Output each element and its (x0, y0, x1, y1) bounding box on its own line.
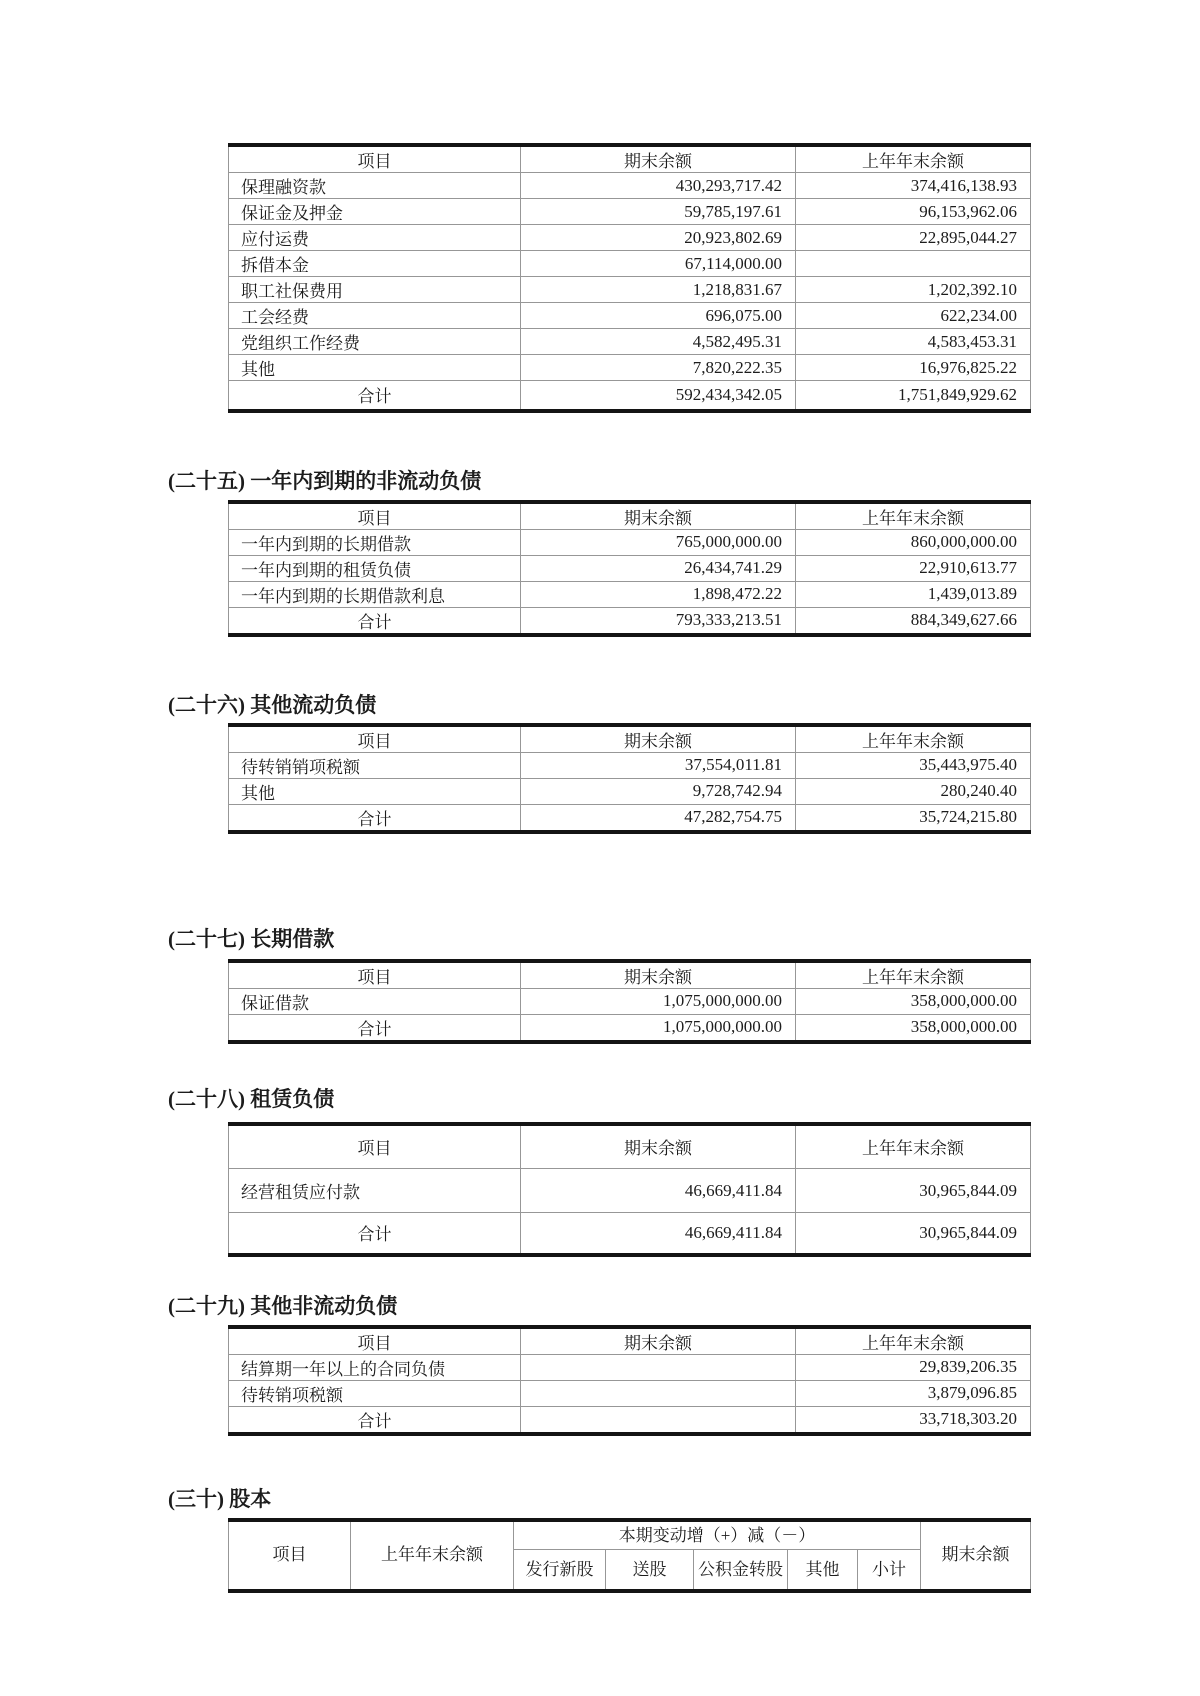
col-header-prior-balance: 上年年末余额 (796, 725, 1031, 753)
section-title: (三十) 股本 (168, 1486, 272, 1511)
prior-balance-cell: 860,000,000.00 (796, 529, 1031, 555)
prior-balance-cell: 35,724,215.80 (796, 804, 1031, 832)
col-header-end-balance: 期末余额 (921, 1520, 1031, 1591)
total-row (229, 804, 1031, 832)
prior-balance-cell: 3,879,096.85 (796, 1380, 1031, 1406)
table-row (229, 555, 1031, 581)
total-row (229, 381, 1031, 411)
table-header-row (229, 1124, 1031, 1169)
prior-balance-cell: 96,153,962.06 (796, 199, 1031, 225)
table-header-row (229, 725, 1031, 753)
col-header-end-balance: 期末余额 (521, 145, 796, 173)
end-balance-cell: 793,333,213.51 (521, 607, 796, 635)
total-label-cell: 合计 (229, 1213, 521, 1255)
item-cell: 保证金及押金 (229, 199, 521, 225)
table-row (229, 251, 1031, 277)
item-cell: 党组织工作经费 (229, 329, 521, 355)
table-row (229, 173, 1031, 199)
item-cell: 一年内到期的租赁负债 (229, 555, 521, 581)
col-header-item: 项目 (229, 1124, 521, 1169)
col-header-others: 其他 (788, 1550, 858, 1591)
end-balance-cell (521, 1406, 796, 1434)
end-balance-cell: 26,434,741.29 (521, 555, 796, 581)
end-balance-cell: 1,218,831.67 (521, 277, 796, 303)
end-balance-cell: 7,820,222.35 (521, 355, 796, 381)
end-balance-cell: 47,282,754.75 (521, 804, 796, 832)
item-cell: 职工社保费用 (229, 277, 521, 303)
item-cell: 拆借本金 (229, 251, 521, 277)
total-label-cell: 合计 (229, 607, 521, 635)
total-row (229, 1213, 1031, 1255)
table-row (229, 752, 1031, 778)
end-balance-cell: 9,728,742.94 (521, 778, 796, 804)
col-header-prior-balance: 上年年末余额 (796, 961, 1031, 989)
prior-balance-cell: 33,718,303.20 (796, 1406, 1031, 1434)
total-label-cell: 合计 (229, 381, 521, 411)
current-maturities-table (228, 500, 1031, 637)
prior-balance-cell: 16,976,825.22 (796, 355, 1031, 381)
end-balance-cell: 1,898,472.22 (521, 581, 796, 607)
table-header-row (229, 1520, 1031, 1550)
end-balance-cell: 592,434,342.05 (521, 381, 796, 411)
item-cell: 保证借款 (229, 988, 521, 1014)
col-header-prior-balance: 上年年末余额 (796, 502, 1031, 530)
table-row (229, 199, 1031, 225)
table-row (229, 355, 1031, 381)
col-header-item: 项目 (229, 1520, 351, 1591)
prior-balance-cell: 22,895,044.27 (796, 225, 1031, 251)
section-title: (二十五) 一年内到期的非流动负债 (168, 468, 482, 493)
section-other-non-current-liabilities (168, 1293, 1030, 1436)
col-header-item: 项目 (229, 961, 521, 989)
table-header-row (229, 502, 1031, 530)
prior-balance-cell: 22,910,613.77 (796, 555, 1031, 581)
prior-balance-cell: 30,965,844.09 (796, 1213, 1031, 1255)
col-header-end-balance: 期末余额 (521, 725, 796, 753)
prior-balance-cell: 30,965,844.09 (796, 1169, 1031, 1213)
section-long-term-loans (168, 926, 1030, 1044)
prior-balance-cell: 1,439,013.89 (796, 581, 1031, 607)
item-cell: 结算期一年以上的合同负债 (229, 1354, 521, 1380)
end-balance-cell: 59,785,197.61 (521, 199, 796, 225)
long-term-loans-table (228, 959, 1031, 1044)
share-capital-table (228, 1518, 1031, 1593)
end-balance-cell: 4,582,495.31 (521, 329, 796, 355)
table-row (229, 329, 1031, 355)
payables-detail-table (228, 143, 1031, 413)
total-label-cell: 合计 (229, 1406, 521, 1434)
end-balance-cell: 1,075,000,000.00 (521, 988, 796, 1014)
section-title: (二十八) 租赁负债 (168, 1086, 335, 1111)
section-other-current-liabilities (168, 692, 1030, 834)
col-header-item: 项目 (229, 1327, 521, 1355)
col-header-prior-balance: 上年年末余额 (796, 145, 1031, 173)
col-header-end-balance: 期末余额 (521, 961, 796, 989)
section-share-capital (168, 1486, 1030, 1593)
prior-balance-cell: 374,416,138.93 (796, 173, 1031, 199)
section-title: (二十九) 其他非流动负债 (168, 1293, 398, 1318)
col-header-item: 项目 (229, 502, 521, 530)
prior-balance-cell: 4,583,453.31 (796, 329, 1031, 355)
end-balance-cell: 46,669,411.84 (521, 1213, 796, 1255)
col-header-prior-balance: 上年年末余额 (351, 1520, 514, 1591)
table-row (229, 529, 1031, 555)
item-cell: 工会经费 (229, 303, 521, 329)
prior-balance-cell (796, 251, 1031, 277)
end-balance-cell: 696,075.00 (521, 303, 796, 329)
section-current-maturities (168, 468, 1030, 637)
col-header-end-balance: 期末余额 (521, 1124, 796, 1169)
prior-balance-cell: 280,240.40 (796, 778, 1031, 804)
prior-balance-cell: 884,349,627.66 (796, 607, 1031, 635)
item-cell: 经营租赁应付款 (229, 1169, 521, 1213)
col-header-item: 项目 (229, 145, 521, 173)
col-header-item: 项目 (229, 725, 521, 753)
total-row (229, 607, 1031, 635)
table-row (229, 225, 1031, 251)
item-cell: 其他 (229, 778, 521, 804)
total-row (229, 1406, 1031, 1434)
end-balance-cell (521, 1354, 796, 1380)
col-header-subtotal: 小计 (858, 1550, 921, 1591)
end-balance-cell (521, 1380, 796, 1406)
col-header-prior-balance: 上年年末余额 (796, 1124, 1031, 1169)
section-payables-detail (228, 143, 1030, 413)
table-row (229, 581, 1031, 607)
table-row (229, 1380, 1031, 1406)
end-balance-cell: 37,554,011.81 (521, 752, 796, 778)
prior-balance-cell: 1,202,392.10 (796, 277, 1031, 303)
prior-balance-cell: 35,443,975.40 (796, 752, 1031, 778)
section-lease-liabilities (168, 1086, 1030, 1257)
col-header-prior-balance: 上年年末余额 (796, 1327, 1031, 1355)
prior-balance-cell: 358,000,000.00 (796, 1014, 1031, 1042)
col-header-change-group: 本期变动增（+）减（－） (514, 1520, 921, 1550)
table-header-row (229, 145, 1031, 173)
table-row (229, 303, 1031, 329)
col-header-bonus-shares: 送股 (606, 1550, 694, 1591)
col-header-end-balance: 期末余额 (521, 502, 796, 530)
table-row (229, 988, 1031, 1014)
table-header-row (229, 961, 1031, 989)
item-cell: 待转销项税额 (229, 1380, 521, 1406)
end-balance-cell: 765,000,000.00 (521, 529, 796, 555)
item-cell: 应付运费 (229, 225, 521, 251)
table-row (229, 778, 1031, 804)
end-balance-cell: 1,075,000,000.00 (521, 1014, 796, 1042)
col-header-end-balance: 期末余额 (521, 1327, 796, 1355)
end-balance-cell: 46,669,411.84 (521, 1169, 796, 1213)
section-title: (二十七) 长期借款 (168, 926, 335, 951)
total-label-cell: 合计 (229, 804, 521, 832)
item-cell: 保理融资款 (229, 173, 521, 199)
end-balance-cell: 67,114,000.00 (521, 251, 796, 277)
table-row (229, 277, 1031, 303)
table-row (229, 1169, 1031, 1213)
other-current-liabilities-table (228, 723, 1031, 834)
prior-balance-cell: 358,000,000.00 (796, 988, 1031, 1014)
prior-balance-cell: 1,751,849,929.62 (796, 381, 1031, 411)
item-cell: 一年内到期的长期借款利息 (229, 581, 521, 607)
prior-balance-cell: 29,839,206.35 (796, 1354, 1031, 1380)
section-title: (二十六) 其他流动负债 (168, 692, 377, 717)
lease-liabilities-table (228, 1122, 1031, 1257)
other-non-current-liabilities-table (228, 1325, 1031, 1436)
prior-balance-cell: 622,234.00 (796, 303, 1031, 329)
table-row (229, 1354, 1031, 1380)
col-header-reserve-to-shares: 公积金转股 (694, 1550, 788, 1591)
item-cell: 其他 (229, 355, 521, 381)
item-cell: 一年内到期的长期借款 (229, 529, 521, 555)
total-label-cell: 合计 (229, 1014, 521, 1042)
table-header-row (229, 1327, 1031, 1355)
end-balance-cell: 20,923,802.69 (521, 225, 796, 251)
item-cell: 待转销销项税额 (229, 752, 521, 778)
total-row (229, 1014, 1031, 1042)
end-balance-cell: 430,293,717.42 (521, 173, 796, 199)
col-header-new-shares: 发行新股 (514, 1550, 606, 1591)
